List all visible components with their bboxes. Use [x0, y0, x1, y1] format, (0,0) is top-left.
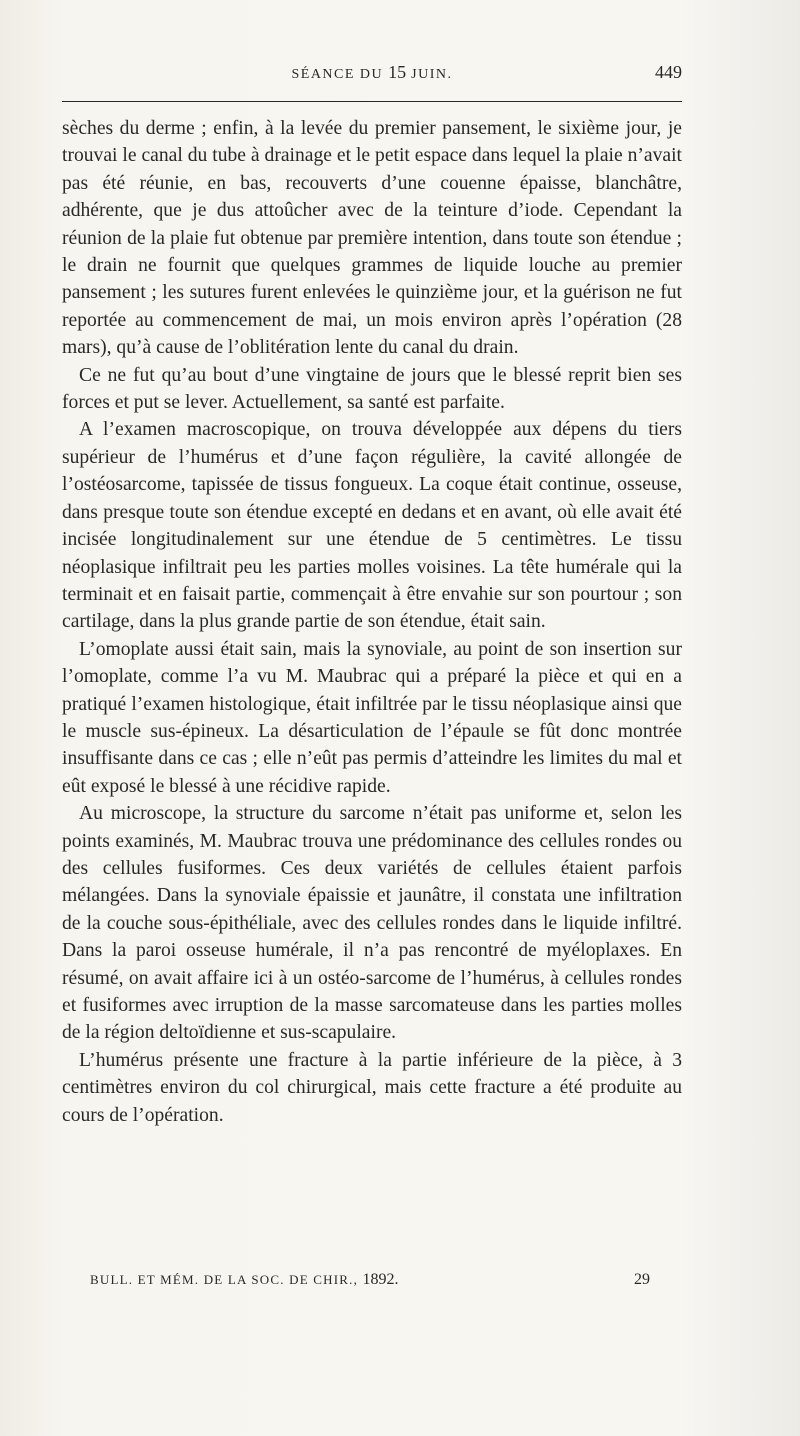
paragraph-continuation: sèches du derme ; enfin, à la levée du premier pansement, le sixième jour, je trouvai le canal du tube à drainage et le petit espace dans lequel la plaie n’avait pas été réunie, en bas, recouverts d’une couenne épaisse, blanchâtre, adhérente, que je dus attoûcher avec de la teinture d’iode. Cependant la réunion de la plaie fut obtenue par première intention, dans toute son étendue ; le drain ne fournit que quelques grammes de liquide louche au premier pansement ; les sutures furent enlevées le quinzième jour, et la guérison ne fut reportée au commencement de mai, un mois environ après l’opération (28 mars), qu’à cause de l’oblitération lente du canal du drain. — [62, 118, 682, 359]
paragraph: Ce ne fut qu’au bout d’une vingtaine de jours que le blessé reprit bien ses forces et put se lever. Actuellement, sa santé est parfaite. — [62, 364, 682, 414]
signature-mark: 29 — [634, 1271, 650, 1288]
paragraph: L’omoplate aussi était sain, mais la synoviale, au point de son insertion sur l’omoplate, comme l’a vu M. Maubrac qui a préparé la pièce et qui en a pratiqué l’examen histologique, était infiltrée par le tissu néoplasique ainsi que le muscle sus-épineux. La désarticulation de l’épaule se fût donc montrée insuffisante dans ce cas ; elle n’eût pas permis d’atteindre les limites du mal et eût exposé le blessé à une récidive rapide. — [62, 638, 682, 797]
page-footer — [90, 1271, 650, 1295]
journal-year: 1892. — [362, 1271, 399, 1288]
paragraph: L’humérus présente une fracture à la partie inférieure de la pièce, à 3 centimètres environ du col chirurgical, mais cette fracture a été produite au cours de l’opération. — [62, 1049, 682, 1126]
running-title-prefix: SÉANCE DU — [291, 67, 384, 82]
running-title-day: 15 — [388, 62, 407, 82]
body-text — [62, 115, 682, 1129]
header-rule — [62, 101, 682, 102]
journal-name: BULL. ET MÉM. DE LA SOC. DE CHIR., — [90, 1272, 359, 1287]
page-number: 449 — [655, 62, 682, 82]
running-title-suffix: JUIN. — [411, 67, 453, 82]
running-title — [62, 62, 682, 83]
page-header — [62, 62, 682, 90]
paragraph: Au microscope, la structure du sarcome n’était pas uniforme et, selon les points examinés, M. Maubrac trouva une prédominance des cellules rondes ou des cellules fusiformes. Ces deux variétés de cellules étaient parfois mélangées. Dans la synoviale épaissie et jaunâtre, il constata une infiltration de la couche sous-épithéliale, avec des cellules rondes dans le liquide infiltré. Dans la paroi osseuse humérale, il n’a pas rencontré de myéloplaxes. En résumé, on avait affaire ici à un ostéo-sarcome de l’humérus, à cellules rondes et fusiformes avec irruption de la masse sarcomateuse dans les parties molles de la région deltoïdienne et sus-scapulaire. — [62, 803, 682, 1044]
journal-label — [90, 1271, 399, 1289]
paragraph: A l’examen macroscopique, on trouva développée aux dépens du tiers supérieur de l’humérus et d’une façon régulière, la cavité allongée de l’ostéosarcome, tapissée de tissus fongueux. La coque était continue, osseuse, dans presque toute son étendue excepté en dedans et en avant, où elle avait été incisée longitudinalement sur une étendue de 5 centimètres. Le tissu néoplasique infiltrait peu les parties molles voisines. La tête humérale qui la terminait et en faisait partie, commençait à être envahie sur son pourtour ; son cartilage, dans la plus grande partie de son étendue, était sain. — [62, 419, 682, 633]
